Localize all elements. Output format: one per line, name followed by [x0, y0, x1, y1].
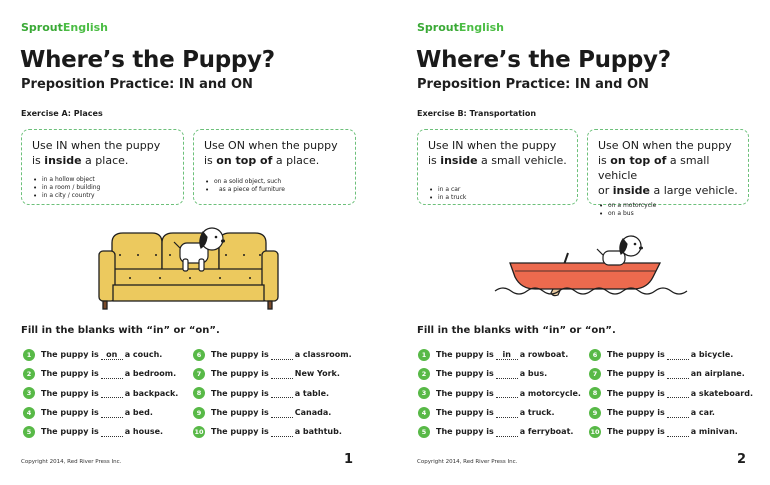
puppy-on-couch-illustration [0, 215, 385, 310]
answer-blank[interactable] [271, 427, 293, 437]
question-number-badge: 9 [589, 407, 601, 419]
answer-blank[interactable] [667, 408, 689, 418]
question-item: 6 The puppy is a bicycle. [589, 345, 753, 364]
question-item: 10 The puppy is a minivan. [590, 427, 738, 437]
brand-logo: SproutEnglish [21, 21, 109, 34]
rule-examples [32, 176, 173, 200]
question-number-badge: 1 [418, 349, 430, 361]
question-list-right [589, 345, 753, 441]
answer-blank[interactable] [667, 369, 689, 379]
exercise-heading: Exercise B: Transportation [417, 109, 537, 118]
brand-logo: SproutEnglish [417, 21, 505, 34]
copyright-footer: Copyright 2014, Red River Press Inc. [417, 459, 518, 465]
question-item: 6 The puppy is a classroom. [193, 345, 352, 364]
rule-example: • in a car [438, 186, 567, 194]
question-item: 4 The puppy is a bed. [23, 403, 178, 422]
worksheet-page-2 [385, 0, 770, 485]
question-number-badge: 10 [194, 427, 204, 436]
rule-box-in [21, 129, 184, 205]
copyright-footer: Copyright 2014, Red River Press Inc. [21, 459, 122, 465]
question-number-badge: 7 [193, 368, 205, 380]
question-item: 8 The puppy is a skateboard. [589, 384, 753, 403]
answer-blank[interactable] [496, 388, 518, 398]
answer-blank[interactable] [101, 369, 123, 379]
question-list-left [23, 345, 178, 441]
question-number-badge: 3 [418, 387, 430, 399]
question-item: 2 The puppy is a bus. [418, 364, 581, 383]
answer-blank[interactable] [101, 427, 123, 437]
answer-blank[interactable] [496, 427, 518, 437]
rule-text: Use IN when the puppy is inside a place. [32, 139, 161, 167]
question-item: 9 The puppy is Canada. [193, 403, 352, 422]
answer-blank[interactable] [101, 408, 123, 418]
rule-example: • as a piece of furniture [214, 186, 345, 194]
question-item: 5 The puppy is a house. [23, 422, 178, 441]
answer-blank[interactable] [271, 350, 293, 360]
question-item: 10 The puppy is a bathtub. [194, 427, 342, 437]
question-number-badge: 1 [23, 349, 35, 361]
rule-example: • on a motorcycle [608, 202, 738, 210]
exercise-heading: Exercise A: Places [21, 109, 103, 118]
question-number-badge: 4 [418, 407, 430, 419]
answer-blank[interactable] [667, 388, 689, 398]
answer-blank[interactable] [667, 350, 689, 360]
question-number-badge: 10 [590, 427, 600, 436]
rule-example: • in a truck [438, 194, 567, 202]
answer-blank[interactable] [496, 369, 518, 379]
question-number-badge: 9 [193, 407, 205, 419]
question-number-badge: 8 [193, 387, 205, 399]
question-list-right [193, 345, 352, 441]
puppy-in-rowboat-illustration [385, 215, 770, 310]
question-item: 7 The puppy is an airplane. [589, 364, 753, 383]
page-title: Where’s the Puppy? [416, 47, 671, 73]
answer-blank[interactable]: in [496, 350, 518, 360]
rule-box-in [417, 129, 578, 205]
answer-blank[interactable] [271, 369, 293, 379]
question-number-badge: 2 [23, 368, 35, 380]
page-subtitle: Preposition Practice: IN and ON [417, 77, 649, 92]
rule-example: • on a bus [608, 210, 738, 218]
page-number: 1 [344, 452, 354, 467]
answer-blank[interactable] [667, 427, 689, 437]
rule-examples [204, 178, 345, 194]
rule-example: • in a hollow object [42, 176, 173, 184]
question-item: 1 The puppy is on a couch. [23, 345, 178, 364]
question-number-badge: 6 [589, 349, 601, 361]
page-subtitle: Preposition Practice: IN and ON [21, 77, 253, 92]
question-number-badge: 2 [418, 368, 430, 380]
question-item: 5 The puppy is a ferryboat. [418, 422, 581, 441]
page-title: Where’s the Puppy? [20, 47, 275, 73]
rule-example: • in a city / country [42, 192, 173, 200]
rule-box-on [193, 129, 356, 205]
rule-text: Use ON when the puppy is on top of a small vehicle or inside a large vehicle. [598, 139, 738, 197]
answer-blank[interactable] [271, 388, 293, 398]
question-item: 1 The puppy is in a rowboat. [418, 345, 581, 364]
question-item: 2 The puppy is a bedroom. [23, 364, 178, 383]
rule-example: • on a solid object, such [214, 178, 345, 186]
question-list-left [418, 345, 581, 441]
answer-blank[interactable] [496, 408, 518, 418]
question-item: 9 The puppy is a car. [589, 403, 753, 422]
fill-instructions: Fill in the blanks with “in” or “on”. [417, 325, 616, 336]
question-number-badge: 5 [418, 426, 430, 438]
question-item: 3 The puppy is a backpack. [23, 384, 178, 403]
question-number-badge: 7 [589, 368, 601, 380]
question-number-badge: 4 [23, 407, 35, 419]
fill-instructions: Fill in the blanks with “in” or “on”. [21, 325, 220, 336]
rule-text: Use ON when the puppy is on top of a place. [204, 139, 338, 167]
question-item: 4 The puppy is a truck. [418, 403, 581, 422]
question-number-badge: 5 [23, 426, 35, 438]
question-number-badge: 8 [589, 387, 601, 399]
rule-example: • in a room / building [42, 184, 173, 192]
question-item: 3 The puppy is a motorcycle. [418, 384, 581, 403]
answer-blank[interactable] [101, 388, 123, 398]
question-item: 8 The puppy is a table. [193, 384, 352, 403]
rule-text: Use IN when the puppy is inside a small vehicle. [428, 139, 567, 167]
rule-box-on [587, 129, 749, 217]
rule-examples [428, 186, 567, 202]
answer-blank[interactable] [271, 408, 293, 418]
question-number-badge: 3 [23, 387, 35, 399]
page-number: 2 [737, 452, 747, 467]
question-item: 7 The puppy is New York. [193, 364, 352, 383]
question-number-badge: 6 [193, 349, 205, 361]
answer-blank[interactable]: on [101, 350, 123, 360]
